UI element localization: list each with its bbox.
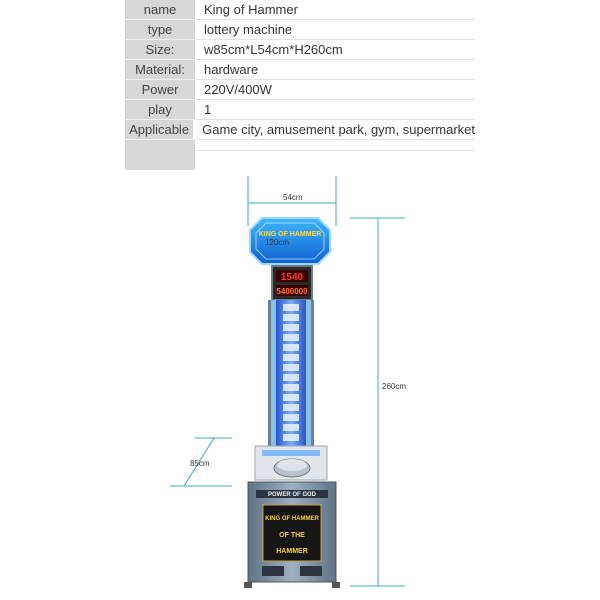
- tower: [268, 300, 314, 446]
- spec-value: lottery machine: [195, 20, 475, 40]
- height-label: 260cm: [382, 382, 407, 391]
- spec-label: Power: [125, 80, 195, 100]
- spec-value: 1: [195, 100, 475, 120]
- depth-label: 85cm: [190, 459, 210, 468]
- spec-value: King of Hammer: [195, 0, 475, 20]
- cabinet: [244, 482, 340, 588]
- spec-label: name: [125, 0, 195, 20]
- width-label: 54cm: [283, 193, 303, 202]
- spec-label: type: [125, 20, 195, 40]
- cabinet-text-3: HAMMER: [276, 548, 308, 555]
- score-top: 1540: [280, 272, 304, 283]
- score-bottom: 5400000: [276, 287, 308, 296]
- spec-value: w85cm*L54cm*H260cm: [195, 40, 475, 60]
- spec-label: Size:: [125, 40, 195, 60]
- spec-label: play: [125, 100, 195, 120]
- top-sign: [250, 218, 330, 264]
- score-display: [272, 266, 312, 300]
- strike-pad: [255, 446, 327, 480]
- spec-value: hardware: [195, 60, 475, 80]
- spec-label: Applicable: [125, 120, 193, 140]
- sign-title: KING OF HAMMER: [258, 231, 322, 238]
- spec-value: 220V/400W: [195, 80, 475, 100]
- height-dimension: [350, 218, 405, 586]
- cabinet-text-1: KING OF HAMMER: [265, 516, 319, 522]
- spec-value: Game city, amusement park, gym, supermarket: [193, 120, 475, 140]
- sign-height-label: 120cm: [265, 238, 290, 247]
- cabinet-text-2: OF THE: [279, 532, 305, 539]
- spec-label: Material:: [125, 60, 195, 80]
- cabinet-label-top: POWER OF GOD: [268, 492, 316, 498]
